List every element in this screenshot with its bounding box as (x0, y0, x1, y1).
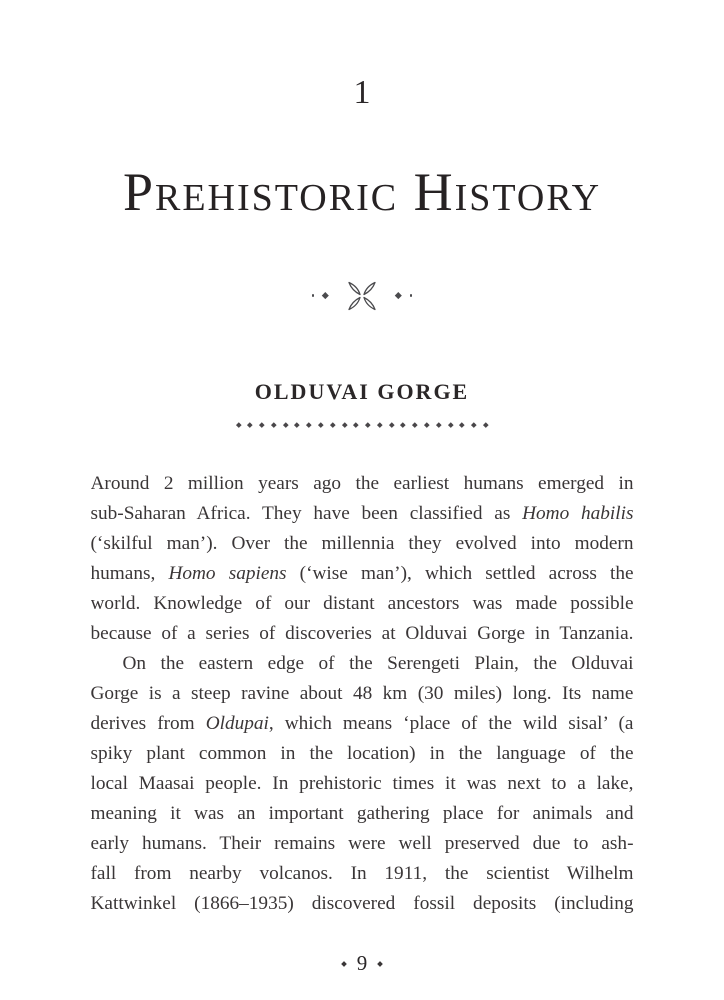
text-segment: Gorge is a steep ravine about 48 km (30 miles) long. Its name (90, 682, 634, 704)
diamond-dot-icon (342, 422, 347, 427)
text-segment: Kattwinkel (1866–1935) discovered fossil deposits (including (90, 892, 634, 914)
diamond-dot-icon (401, 422, 406, 427)
text-segment: On the eastern edge of the Serengeti Plain, the Olduvai (122, 652, 634, 674)
text-segment: spiky plant common in the location) in the language of the (90, 742, 634, 764)
body-line (91, 589, 634, 619)
dot-icon (312, 294, 315, 297)
body-line (91, 769, 634, 799)
body-line (91, 709, 634, 739)
diamond-dot-icon (271, 422, 276, 427)
diamond-dot-icon (236, 422, 241, 427)
diamond-dot-icon (460, 422, 465, 427)
body-line (91, 469, 634, 499)
text-segment: local Maasai people. In prehistoric times it was next to a lake, (90, 772, 634, 794)
chapter-number: 1 (353, 74, 371, 111)
body-line (91, 679, 634, 709)
text-segment: humans, (90, 562, 169, 584)
diamond-dot-icon (365, 422, 370, 427)
text-segment: Around 2 million years ago the earliest humans emerged in (90, 472, 634, 494)
text-segment: world. Knowledge of our distant ancestors was made possible (90, 592, 634, 614)
diamond-dot-icon (448, 422, 453, 427)
chapter-ornament (0, 281, 724, 311)
text-segment: fall from nearby volcanos. In 1911, the scientist Wilhelm (90, 862, 634, 884)
diamond-icon (395, 292, 401, 298)
dots-separator (0, 423, 724, 427)
diamond-dot-icon (259, 422, 264, 427)
diamond-dot-icon (330, 422, 335, 427)
diamond-dot-icon (483, 422, 488, 427)
diamond-dot-icon (295, 422, 300, 427)
diamond-icon (341, 961, 347, 967)
body-line (91, 559, 634, 589)
text-segment: , which means ‘place of the wild sisal’ (a (268, 712, 634, 734)
body-line (91, 859, 634, 889)
text-segment: because of a series of discoveries at Olduvai Gorge in Tanzania. (90, 622, 634, 644)
page-footer (0, 951, 724, 976)
diamond-dot-icon (306, 422, 311, 427)
diamond-dot-icon (424, 422, 429, 427)
paragraph (91, 469, 634, 649)
dot-icon (410, 294, 413, 297)
text-segment: (‘skilful man’). Over the millennia they evolved into modern (90, 532, 634, 554)
section-heading: OLDUVAI GORGE (254, 378, 470, 404)
italic-text: Homo habilis (522, 502, 634, 524)
text-segment: (‘wise man’), which settled across the (286, 562, 634, 584)
diamond-dot-icon (318, 422, 323, 427)
diamond-dot-icon (283, 422, 288, 427)
text-segment: sub-Saharan Africa. They have been classified as (90, 502, 523, 524)
italic-text: Oldupai (205, 712, 269, 734)
paragraph (91, 649, 634, 919)
page-number: 9 (356, 951, 368, 975)
body-text (91, 469, 634, 919)
body-line (91, 619, 634, 649)
diamond-dot-icon (248, 422, 253, 427)
diamond-icon (322, 292, 328, 298)
diamond-dot-icon (377, 422, 382, 427)
text-segment: early humans. Their remains were well preserved due to ash- (90, 832, 634, 854)
text-segment: meaning it was an important gathering place for animals and (90, 802, 634, 824)
diamond-icon (377, 961, 383, 967)
body-line (91, 829, 634, 859)
text-segment: derives from (90, 712, 206, 734)
italic-text: Homo sapiens (168, 562, 287, 584)
body-line (91, 649, 634, 679)
body-line (91, 889, 634, 919)
body-line (91, 529, 634, 559)
diamond-dot-icon (354, 422, 359, 427)
body-line (91, 499, 634, 529)
body-line (91, 799, 634, 829)
diamond-dot-icon (389, 422, 394, 427)
body-line (91, 739, 634, 769)
diamond-dot-icon (471, 422, 476, 427)
diamond-dot-icon (412, 422, 417, 427)
diamond-dot-icon (436, 422, 441, 427)
chapter-title: Prehistoric History (122, 162, 602, 222)
fleuron-leaves-icon (340, 281, 384, 311)
